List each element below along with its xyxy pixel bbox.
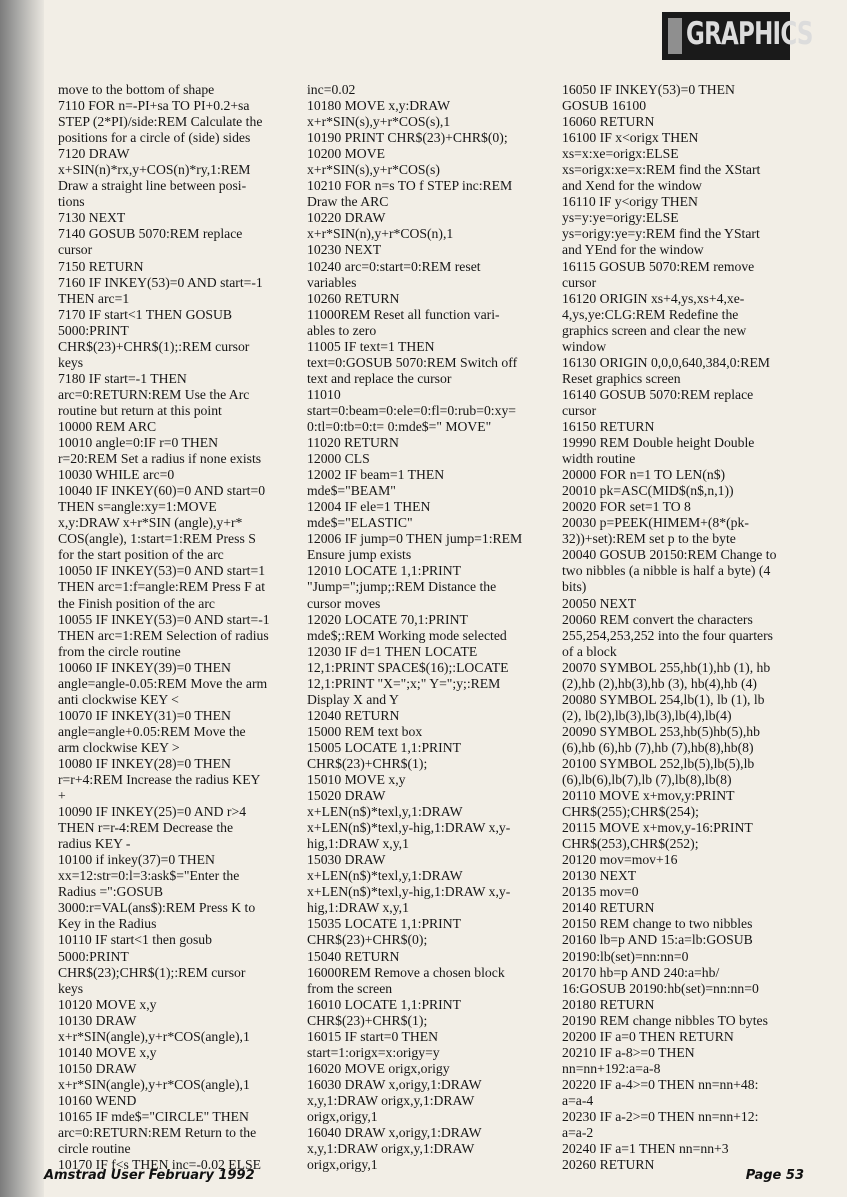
code-line: cursor xyxy=(562,402,597,418)
code-line: 10060 IF INKEY(39)=0 THEN xyxy=(58,659,231,675)
code-line: CHR$(23)+CHR$(0); xyxy=(307,932,428,948)
code-line: THEN arc=1:f=angle:REM Press F at xyxy=(58,579,266,595)
code-line: 20110 MOVE x+mov,y:PRINT xyxy=(562,788,735,804)
code-line: 16110 IF y<origy THEN xyxy=(562,194,698,210)
code-line: 7110 FOR n=-PI+sa TO PI+0.2+sa xyxy=(58,98,250,114)
code-line: 10260 RETURN xyxy=(307,290,400,306)
code-line: Reset graphics screen xyxy=(562,370,681,386)
code-line: ys=y:ye=origy:ELSE xyxy=(562,210,679,226)
code-line: 15020 DRAW xyxy=(307,788,386,804)
code-line: 16030 DRAW x,origy,1:DRAW xyxy=(307,1076,482,1092)
code-line: 10090 IF INKEY(25)=0 AND r>4 xyxy=(58,804,247,820)
code-line: 20200 IF a=0 THEN RETURN xyxy=(562,1028,734,1044)
code-line: Ensure jump exists xyxy=(307,547,412,563)
code-line: 7150 RETURN xyxy=(58,258,144,274)
code-line: origx,origy,1 xyxy=(307,1109,378,1124)
code-line: x+r*SIN(s),y+r*COS(s),1 xyxy=(307,114,451,130)
code-line: 10170 IF f<s THEN inc=-0.02 ELSE xyxy=(58,1157,261,1173)
code-line: 20220 IF a-4>=0 THEN nn=nn+48: xyxy=(562,1076,759,1092)
code-line: 20060 REM convert the characters xyxy=(562,611,753,627)
code-line: 16130 ORIGIN 0,0,0,640,384,0:REM xyxy=(562,354,770,370)
code-line: x+LEN(n$)*texl,y-hig,1:DRAW x,y- xyxy=(307,820,511,836)
code-line: THEN r=r-4:REM Decrease the xyxy=(58,820,234,836)
code-line: 20070 SYMBOL 255,hb(1),hb (1), hb xyxy=(562,659,771,675)
code-line: width routine xyxy=(562,451,636,467)
code-line: xx=12:str=0:l=3:ask$="Enter the xyxy=(58,868,240,884)
code-line: 10070 IF INKEY(31)=0 THEN xyxy=(58,707,231,723)
code-line: from the circle routine xyxy=(58,643,181,659)
code-line: 10000 REM ARC xyxy=(58,418,157,434)
code-line: 10030 WHILE arc=0 xyxy=(58,467,175,483)
code-line: cursor moves xyxy=(307,595,381,611)
code-line: 5000:PRINT xyxy=(58,322,129,338)
code-line: STEP (2*PI)/side:REM Calculate the xyxy=(58,114,263,130)
code-line: 16060 RETURN xyxy=(562,114,655,130)
code-line: for the start position of the arc xyxy=(58,547,224,563)
code-line: r=r+4:REM Increase the radius KEY xyxy=(58,772,261,788)
code-line: GOSUB 16100 xyxy=(562,98,647,114)
code-line: positions for a circle of (side) sides xyxy=(58,130,251,146)
code-line: 7160 IF INKEY(53)=0 AND start=-1 xyxy=(58,274,263,290)
code-line: 16020 MOVE origx,origy xyxy=(307,1060,450,1076)
code-line: Display X and Y xyxy=(307,691,399,707)
code-line: ables to zero xyxy=(307,322,377,338)
page-footer xyxy=(44,1167,804,1187)
code-line: x+SIN(n)*rx,y+COS(n)*ry,1:REM xyxy=(58,162,251,178)
code-line: anti clockwise KEY < xyxy=(58,691,179,707)
code-line: 10240 arc=0:start=0:REM reset xyxy=(307,258,481,274)
code-line: 16015 IF start=0 THEN xyxy=(307,1028,439,1044)
code-line: of a block xyxy=(562,643,617,659)
code-line: 11020 RETURN xyxy=(307,435,399,451)
code-line: from the screen xyxy=(307,980,393,996)
code-line: 10110 IF start<1 then gosub xyxy=(58,932,212,948)
code-line: x,y,1:DRAW origx,y,1:DRAW xyxy=(307,1092,475,1108)
code-line: radius KEY - xyxy=(58,836,131,852)
code-line: text=0:GOSUB 5070:REM Switch off xyxy=(307,354,518,370)
code-line: variables xyxy=(307,274,357,290)
code-line: 16:GOSUB 20190:hb(set)=nn:nn=0 xyxy=(562,980,759,996)
code-line: 10165 IF mde$="CIRCLE" THEN xyxy=(58,1109,249,1124)
code-line: 7140 GOSUB 5070:REM replace xyxy=(58,226,243,242)
code-line: 20230 IF a-2>=0 THEN nn=nn+12: xyxy=(562,1109,759,1124)
code-line: 20010 pk=ASC(MID$(n$,n,1)) xyxy=(562,483,734,499)
code-line: circle routine xyxy=(58,1141,131,1157)
code-line: 12040 RETURN xyxy=(307,707,400,723)
code-line: (2), lb(2),lb(3),lb(3),lb(4),lb(4) xyxy=(562,707,732,723)
code-line: two nibbles (a nibble is half a byte) (4 xyxy=(562,563,771,579)
code-line: CHR$(23)+CHR$(1);:REM cursor xyxy=(58,338,250,354)
code-line: 15000 REM text box xyxy=(307,723,423,739)
code-line: x+r*SIN(angle),y+r*COS(angle),1 xyxy=(58,1028,250,1044)
code-line: move to the bottom of shape xyxy=(58,82,215,97)
code-line: THEN s=angle:xy=1:MOVE xyxy=(58,499,217,515)
code-line: 12002 IF beam=1 THEN xyxy=(307,467,445,483)
code-line: angle=angle-0.05:REM Move the arm xyxy=(58,675,268,691)
code-line: CHR$(23)+CHR$(1); xyxy=(307,1012,428,1028)
code-line: 10050 IF INKEY(53)=0 AND start=1 xyxy=(58,563,266,579)
code-line: Draw the ARC xyxy=(307,194,389,210)
code-line: 12006 IF jump=0 THEN jump=1:REM xyxy=(307,531,523,547)
code-line: 20120 mov=mov+16 xyxy=(562,852,678,868)
code-line: 10220 DRAW xyxy=(307,210,386,226)
code-line: 10230 NEXT xyxy=(307,242,382,258)
code-line: 0:tl=0:tb=0:t= 0:mde$=" MOVE" xyxy=(307,418,492,434)
code-line: 10010 angle=0:IF r=0 THEN xyxy=(58,435,219,451)
code-line: tions xyxy=(58,194,85,210)
listing-column-2 xyxy=(307,82,547,1173)
code-line: 12020 LOCATE 70,1:PRINT xyxy=(307,611,468,627)
code-line: 20030 p=PEEK(HIMEM+(8*(pk- xyxy=(562,515,749,531)
code-line: cursor xyxy=(58,242,93,258)
code-line: 4,ys,ye:CLG:REM Redefine the xyxy=(562,306,739,322)
code-line: 16120 ORIGIN xs+4,ys,xs+4,xe- xyxy=(562,290,745,306)
code-line: 12030 IF d=1 THEN LOCATE xyxy=(307,643,478,659)
code-line: angle=angle+0.05:REM Move the xyxy=(58,723,246,739)
code-line: 12,1:PRINT "X=";x;" Y=";y;:REM xyxy=(307,675,501,691)
code-line: 20080 SYMBOL 254,lb(1), lb (1), lb xyxy=(562,691,765,707)
code-line: 10190 PRINT CHR$(23)+CHR$(0); xyxy=(307,130,508,146)
code-line: 10120 MOVE x,y xyxy=(58,996,157,1012)
code-line: x,y:DRAW x+r*SIN (angle),y+r* xyxy=(58,515,243,531)
code-line: 11005 IF text=1 THEN xyxy=(307,338,435,354)
code-line: 16150 RETURN xyxy=(562,418,655,434)
code-line: hig,1:DRAW x,y,1 xyxy=(307,900,409,916)
code-line: THEN arc=1:REM Selection of radius xyxy=(58,627,269,643)
code-line: CHR$(23);CHR$(1);:REM cursor xyxy=(58,964,246,980)
code-line: 20050 NEXT xyxy=(562,595,637,611)
code-line: 10130 DRAW xyxy=(58,1012,137,1028)
code-line: 255,254,253,252 into the four quarters xyxy=(562,627,773,643)
code-line: 20190 REM change nibbles TO bytes xyxy=(562,1012,768,1028)
code-line: Draw a straight line between posi- xyxy=(58,178,247,194)
code-line: 10140 MOVE x,y xyxy=(58,1044,157,1060)
code-line: ys=origy:ye=y:REM find the YStart xyxy=(562,226,760,242)
code-line: and YEnd for the window xyxy=(562,242,704,258)
code-line: 20190:lb(set)=nn:nn=0 xyxy=(562,948,689,964)
code-line: 10210 FOR n=s TO f STEP inc:REM xyxy=(307,178,513,194)
code-line: 20210 IF a-8>=0 THEN xyxy=(562,1044,695,1060)
code-line: 20020 FOR set=1 TO 8 xyxy=(562,499,691,515)
code-line: and Xend for the window xyxy=(562,178,702,194)
code-line: 10055 IF INKEY(53)=0 AND start=-1 xyxy=(58,611,270,627)
code-line: origx,origy,1 xyxy=(307,1157,378,1173)
code-line: Radius =":GOSUB xyxy=(58,884,163,900)
page-number: Page 53 xyxy=(745,1168,804,1183)
code-line: 15035 LOCATE 1,1:PRINT xyxy=(307,916,461,932)
code-line: graphics screen and clear the new xyxy=(562,322,747,338)
code-line: 32))+set):REM set p to the byte xyxy=(562,531,736,547)
code-line: x+r*SIN(angle),y+r*COS(angle),1 xyxy=(58,1076,250,1092)
code-line: 16000REM Remove a chosen block xyxy=(307,964,505,980)
code-line: nn=nn+192:a=a-8 xyxy=(562,1060,661,1076)
code-line: 12004 IF ele=1 THEN xyxy=(307,499,431,515)
code-line: 10100 if inkey(37)=0 THEN xyxy=(58,852,215,868)
code-line: 10200 MOVE xyxy=(307,146,385,162)
code-line: x,y,1:DRAW origx,y,1:DRAW xyxy=(307,1141,475,1157)
code-line: x+LEN(n$)*texl,y,1:DRAW xyxy=(307,868,463,884)
code-line: 20150 REM change to two nibbles xyxy=(562,916,753,932)
code-line: r=20:REM Set a radius if none exists xyxy=(58,451,262,467)
code-line: arm clockwise KEY > xyxy=(58,739,180,755)
code-line: CHR$(23)+CHR$(1); xyxy=(307,755,428,771)
code-line: 15005 LOCATE 1,1:PRINT xyxy=(307,739,461,755)
code-line: 10160 WEND xyxy=(58,1092,137,1108)
code-line: (6),lb(6),lb(7),lb (7),lb(8),lb(8) xyxy=(562,772,732,788)
code-line: 16115 GOSUB 5070:REM remove xyxy=(562,258,755,274)
code-line: 11010 xyxy=(307,386,341,402)
code-line: 20160 lb=p AND 15:a=lb:GOSUB xyxy=(562,932,753,948)
code-line: 11000REM Reset all function vari- xyxy=(307,306,500,322)
code-line: inc=0.02 xyxy=(307,82,356,97)
code-line: 20040 GOSUB 20150:REM Change to xyxy=(562,547,777,563)
code-line: 20100 SYMBOL 252,lb(5),lb(5),lb xyxy=(562,755,755,771)
code-line: xs=origx:xe=x:REM find the XStart xyxy=(562,162,761,178)
code-line: 12010 LOCATE 1,1:PRINT xyxy=(307,563,461,579)
code-line: hig,1:DRAW x,y,1 xyxy=(307,836,409,852)
code-line: mde$;:REM Working mode selected xyxy=(307,627,507,643)
code-line: 20000 FOR n=1 TO LEN(n$) xyxy=(562,467,726,483)
code-line: cursor xyxy=(562,274,597,290)
code-line: 20260 RETURN xyxy=(562,1157,655,1173)
code-line: THEN arc=1 xyxy=(58,290,130,306)
code-line: 16040 DRAW x,origy,1:DRAW xyxy=(307,1125,482,1141)
listing-column-1 xyxy=(58,82,294,1173)
page-spine-shadow xyxy=(0,0,44,1197)
section-header-tab xyxy=(662,12,813,60)
code-line: 19990 REM Double height Double xyxy=(562,435,755,451)
code-line: 20240 IF a=1 THEN nn=nn+3 xyxy=(562,1141,729,1157)
code-line: 20130 NEXT xyxy=(562,868,637,884)
code-line: (2),hb (2),hb(3),hb (3), hb(4),hb (4) xyxy=(562,675,757,691)
code-line: keys xyxy=(58,354,84,370)
code-line: 10080 IF INKEY(28)=0 THEN xyxy=(58,755,231,771)
code-line: 16010 LOCATE 1,1:PRINT xyxy=(307,996,461,1012)
code-line: x+r*SIN(s),y+r*COS(s) xyxy=(307,162,440,178)
code-line: 3000:r=VAL(ans$):REM Press K to xyxy=(58,900,256,916)
code-line: routine but return at this point xyxy=(58,402,222,418)
code-line: 5000:PRINT xyxy=(58,948,129,964)
code-line: text and replace the cursor xyxy=(307,370,452,386)
listing-column-3 xyxy=(562,82,800,1173)
section-title: GRAPHICS xyxy=(686,16,813,52)
code-line: 20090 SYMBOL 253,hb(5)hb(5),hb xyxy=(562,723,760,739)
code-line: 20170 hb=p AND 240:a=hb/ xyxy=(562,964,720,980)
code-line: mde$="ELASTIC" xyxy=(307,515,413,531)
code-line: 12,1:PRINT SPACE$(16);:LOCATE xyxy=(307,659,509,675)
code-line: a=a-2 xyxy=(562,1125,594,1141)
code-line: 12000 CLS xyxy=(307,451,370,467)
code-line: + xyxy=(58,788,66,804)
code-line: bits) xyxy=(562,579,587,595)
code-line: 7120 DRAW xyxy=(58,146,130,162)
code-line: a=a-4 xyxy=(562,1092,594,1108)
code-line: 10150 DRAW xyxy=(58,1060,137,1076)
header-tab-stripe xyxy=(668,18,682,54)
code-line: keys xyxy=(58,980,84,996)
code-line: 15040 RETURN xyxy=(307,948,400,964)
code-line: (6),hb (6),hb (7),hb (7),hb(8),hb(8) xyxy=(562,739,754,755)
publication-name: Amstrad User February 1992 xyxy=(44,1168,255,1183)
code-line: x+LEN(n$)*texl,y,1:DRAW xyxy=(307,804,463,820)
code-line: 16050 IF INKEY(53)=0 THEN xyxy=(562,82,735,97)
code-line: 7180 IF start=-1 THEN xyxy=(58,370,187,386)
code-line: 20140 RETURN xyxy=(562,900,655,916)
code-line: 20135 mov=0 xyxy=(562,884,639,900)
code-line: 20180 RETURN xyxy=(562,996,655,1012)
code-line: the Finish position of the arc xyxy=(58,595,216,611)
code-line: mde$="BEAM" xyxy=(307,483,396,499)
code-line: 10180 MOVE x,y:DRAW xyxy=(307,98,450,114)
code-line: 16100 IF x<origx THEN xyxy=(562,130,699,146)
code-line: 7170 IF start<1 THEN GOSUB xyxy=(58,306,233,322)
code-line: 15030 DRAW xyxy=(307,852,386,868)
code-line: COS(angle), 1:start=1:REM Press S xyxy=(58,531,256,547)
code-line: CHR$(255);CHR$(254); xyxy=(562,804,699,820)
code-line: 10040 IF INKEY(60)=0 AND start=0 xyxy=(58,483,266,499)
code-line: arc=0:RETURN:REM Use the Arc xyxy=(58,386,250,402)
code-line: start=1:origx=x:origy=y xyxy=(307,1044,440,1060)
code-line: x+r*SIN(n),y+r*COS(n),1 xyxy=(307,226,454,242)
code-line: window xyxy=(562,338,607,354)
code-line: x+LEN(n$)*texl,y-hig,1:DRAW x,y- xyxy=(307,884,511,900)
code-line: CHR$(253),CHR$(252); xyxy=(562,836,699,852)
code-line: 15010 MOVE x,y xyxy=(307,772,406,788)
code-line: start=0:beam=0:ele=0:fl=0:rub=0:xy= xyxy=(307,402,517,418)
code-line: 7130 NEXT xyxy=(58,210,126,226)
code-line: 16140 GOSUB 5070:REM replace xyxy=(562,386,754,402)
code-line: xs=x:xe=origx:ELSE xyxy=(562,146,679,162)
code-line: Key in the Radius xyxy=(58,916,157,932)
code-line: arc=0:RETURN:REM Return to the xyxy=(58,1125,257,1141)
code-line: 20115 MOVE x+mov,y-16:PRINT xyxy=(562,820,753,836)
code-line: "Jump=";jump;:REM Distance the xyxy=(307,579,497,595)
